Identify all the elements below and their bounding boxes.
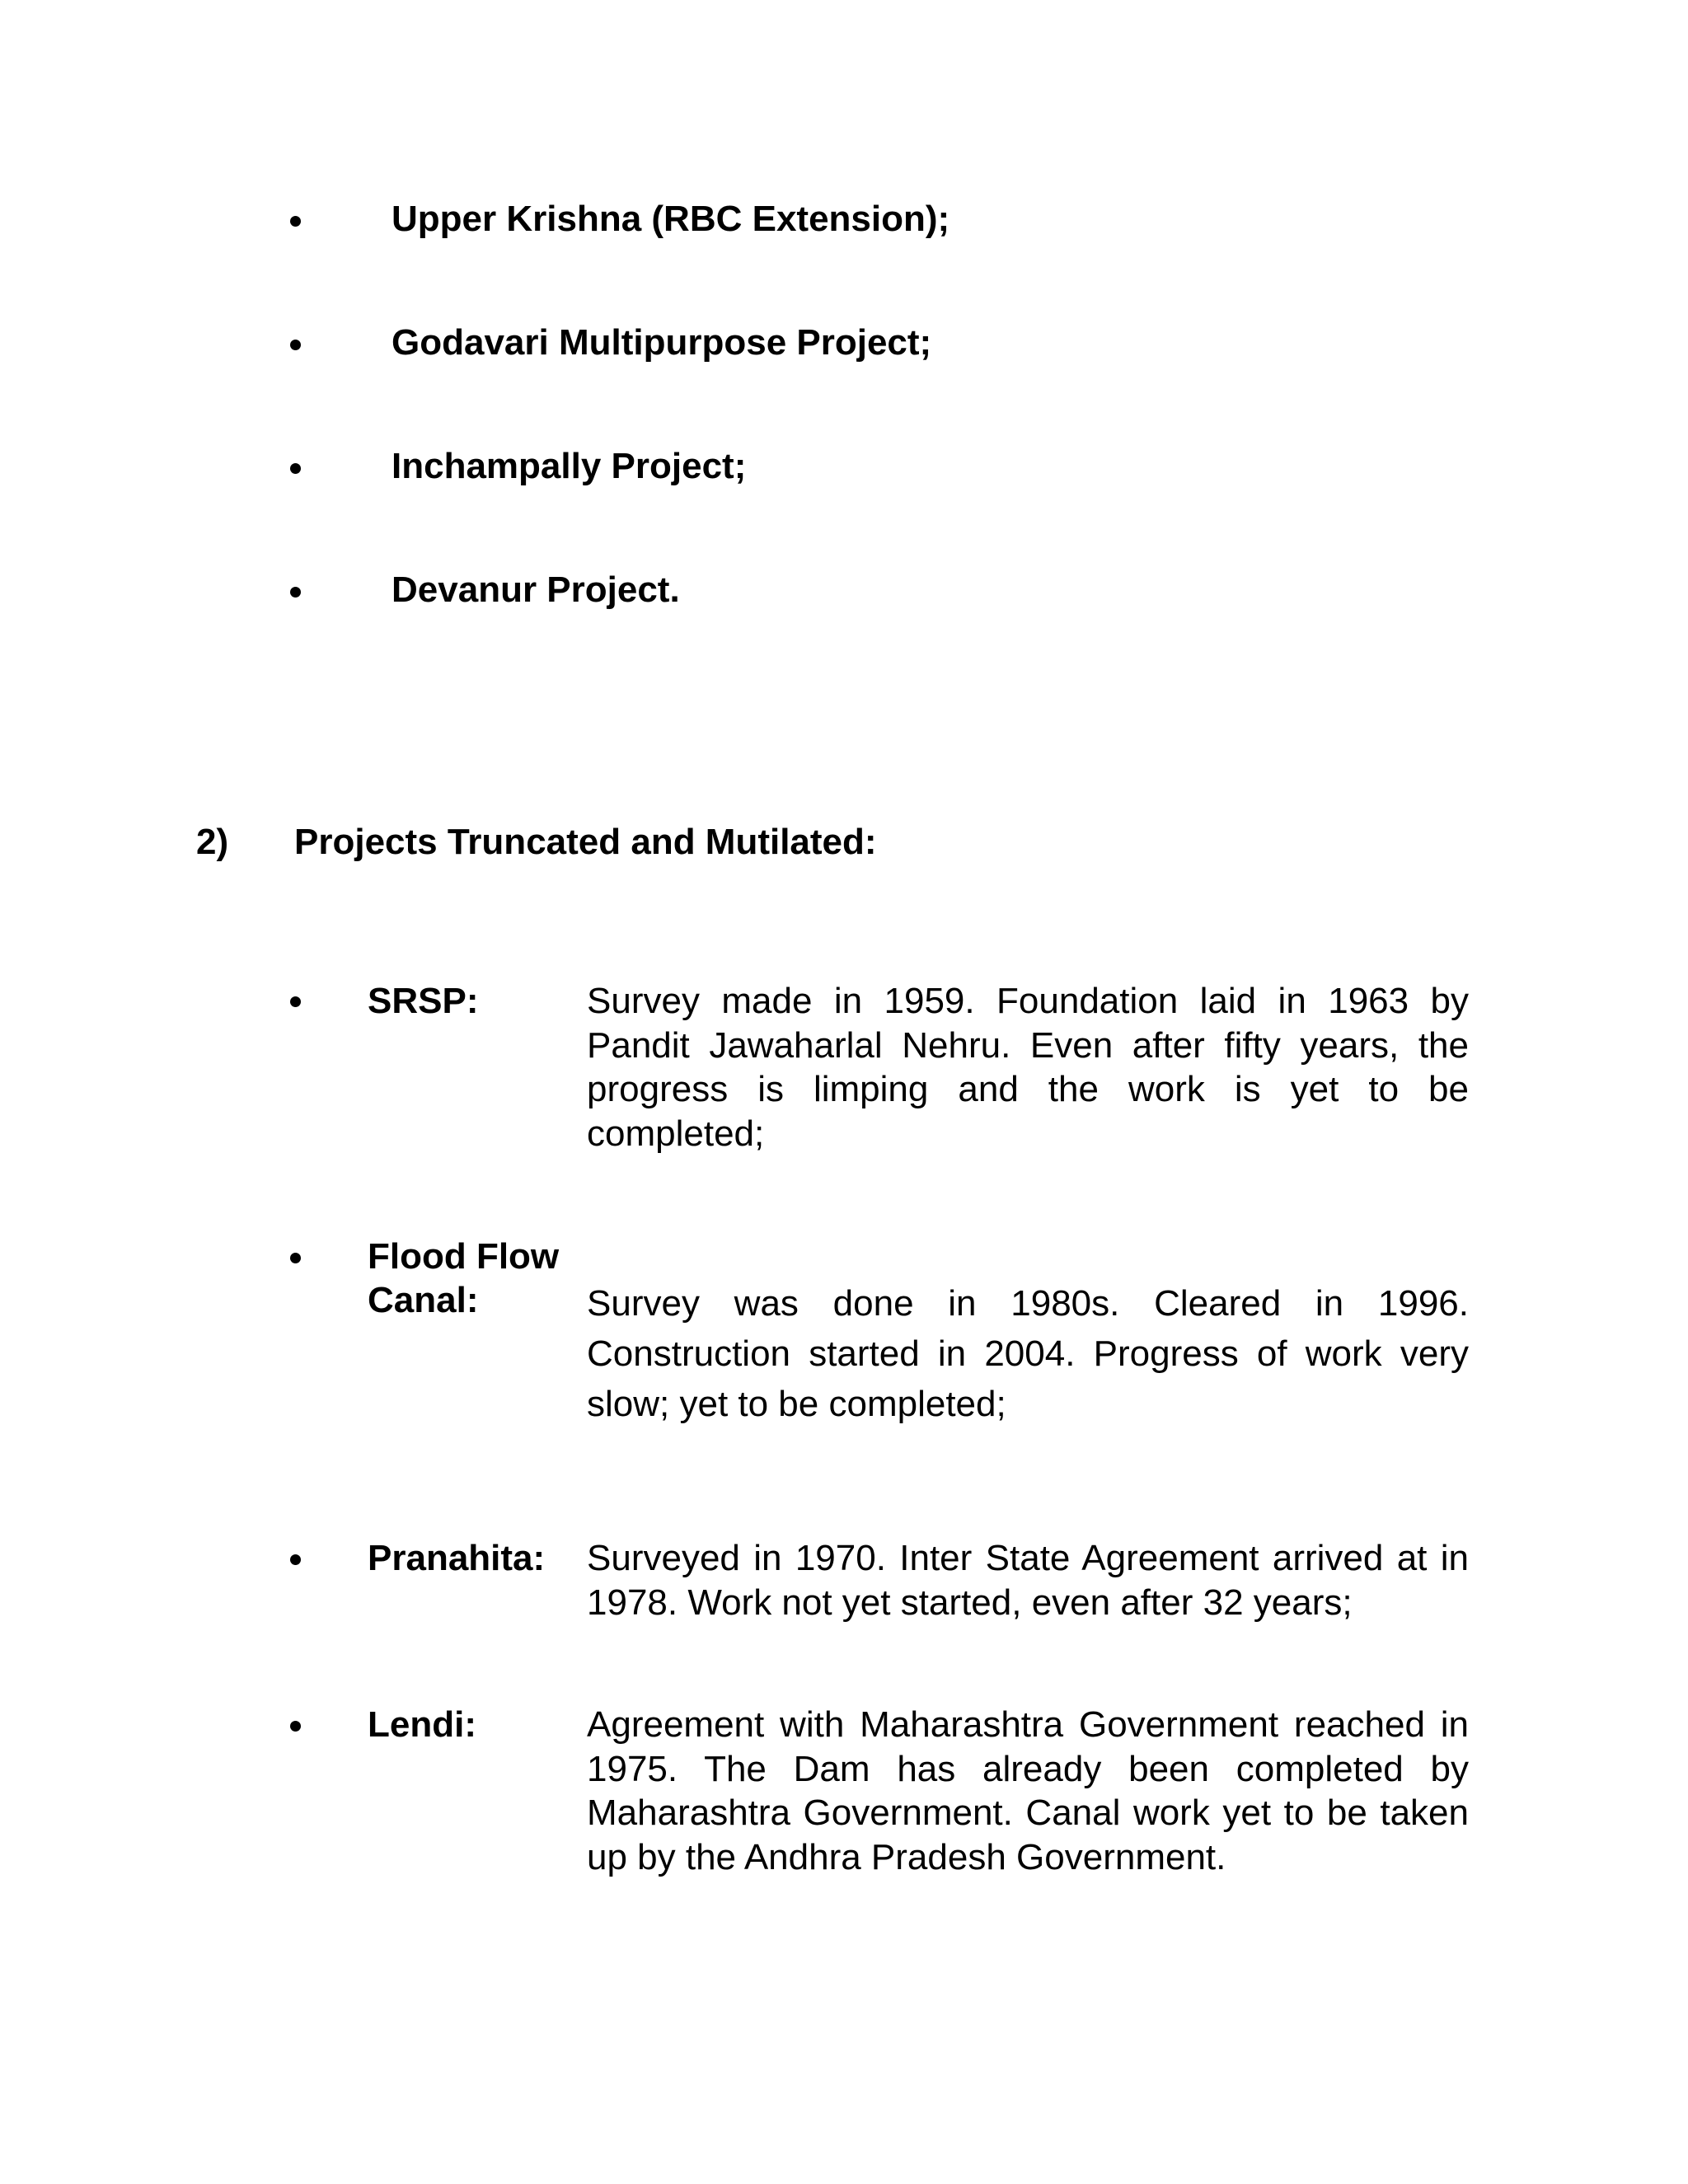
entry-description-pranahita: Surveyed in 1970. Inter State Agreement arrived at in 1978. Work not yet started, even after 32 years; xyxy=(587,1538,1469,1623)
bullet-icon xyxy=(290,1253,301,1263)
bullet-icon xyxy=(290,340,301,350)
entry-description-flood-flow-canal: Survey was done in 1980s. Cleared in 1996. Construction started in 2004. Progress of work very slow; yet to be completed; xyxy=(587,1283,1469,1424)
bullet-icon xyxy=(290,1554,301,1565)
entry-term-srsp: SRSP: xyxy=(368,981,479,1021)
entry-term-flood-flow: Flood Flow xyxy=(368,1236,560,1277)
entry-description-srsp: Survey made in 1959. Foundation laid in 1963 by Pandit Jawaharlal Nehru. Even after fifty years, the progress is limping and the work is yet to be completed; xyxy=(587,981,1469,1154)
section-title: Projects Truncated and Mutilated: xyxy=(294,822,877,862)
entry-description-lendi: Agreement with Maharashtra Government reached in 1975. The Dam has already been completed by Maharashtra Government. Canal work yet to be taken up by the Andhra Pradesh Government. xyxy=(587,1704,1469,1877)
section-number: 2) xyxy=(196,822,229,862)
entry-term-pranahita: Pranahita: xyxy=(368,1538,546,1578)
list-item-godavari: Godavari Multipurpose Project; xyxy=(392,322,932,363)
entry-term-canal: Canal: xyxy=(368,1280,479,1320)
bullet-icon xyxy=(290,996,301,1007)
list-item-inchampally: Inchampally Project; xyxy=(392,446,747,486)
bullet-icon xyxy=(290,1721,301,1732)
bullet-icon xyxy=(290,463,301,474)
bullet-icon xyxy=(290,216,301,227)
list-item-devanur: Devanur Project. xyxy=(392,569,680,610)
list-item-upper-krishna: Upper Krishna (RBC Extension); xyxy=(392,199,950,239)
entry-term-lendi: Lendi: xyxy=(368,1704,476,1745)
bullet-icon xyxy=(290,587,301,598)
